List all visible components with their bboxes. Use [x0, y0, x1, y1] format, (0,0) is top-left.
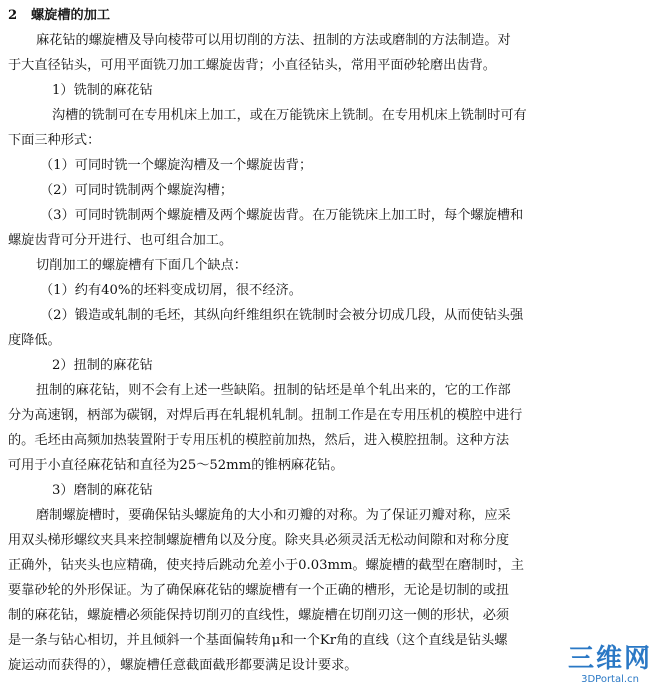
paragraph-line: 旋运动而获得的），螺旋槽任意截面截形都要满足设计要求。: [8, 658, 358, 673]
list-item: （3）可同时铣制两个螺旋槽及两个螺旋齿背。在万能铣床上加工时，每个螺旋槽和: [40, 208, 524, 223]
paragraph-line: 分为高速钢，柄部为碳钢，对焊后再在轧辊机轧制。扭制工作是在专用压机的模腔中进行: [8, 408, 523, 423]
paragraph-line: 正确外，钻夹头也应精确，使夹持后跳动允差小于0.03mm。螺旋槽的截型在磨制时，主: [8, 558, 524, 573]
paragraph-line: 要靠砂轮的外形保证。为了确保麻花钻的螺旋槽有一个正确的槽形，无论是切制的或扭: [8, 583, 510, 598]
paragraph-line: 磨制螺旋槽时，要确保钻头螺旋角的大小和刃瓣的对称。为了保证刃瓣对称，应采: [36, 508, 511, 523]
list-item: （1）约有40%的坯料变成切屑，很不经济。: [40, 283, 302, 298]
paragraph-line: 螺旋齿背可分开进行、也可组合加工。: [8, 233, 233, 248]
paragraph-line: 沟槽的铣制可在专用机床上加工，或在万能铣床上铣制。在专用机床上铣制时可有: [52, 108, 527, 123]
watermark-logo: 三维网: [568, 644, 653, 674]
list-item: （2）锻造或轧制的毛坯，其纵向纤维组织在铣制时会被分切成几段，从而使钻头强: [40, 308, 524, 323]
watermark: [568, 644, 652, 686]
paragraph-line: 是一条与钻心相切，并且倾斜一个基面偏转角μ和一个Kr角的直线（这个直线是钻头螺: [8, 633, 508, 648]
paragraph-line: 于大直径钻头，可用平面铣刀加工螺旋齿背；小直径钻头，常用平面砂轮磨出齿背。: [8, 58, 496, 73]
paragraph-line: 可用于小直径麻花钻和直径为25～52mm的锥柄麻花钻。: [8, 458, 344, 473]
paragraph-line: 扭制的麻花钻，则不会有上述一些缺陷。扭制的钻坯是单个轧出来的，它的工作部: [36, 383, 511, 398]
subsection-heading: 3）磨制的麻花钻: [52, 483, 153, 498]
watermark-url: 3DPortal.cn: [581, 674, 639, 685]
paragraph-line: 用双头梯形螺纹夹具来控制螺旋槽角以及分度。除夹具必须灵活无松动间隙和对称分度: [8, 533, 510, 548]
paragraph-line: 下面三种形式：: [8, 133, 101, 148]
paragraph-line: 制的麻花钻，螺旋槽必须能保持切削刃的直线性，螺旋槽在切削刃这一侧的形状，必须: [8, 608, 510, 623]
paragraph-line: 麻花钻的螺旋槽及导向棱带可以用切削的方法、扭制的方法或磨制的方法制造。对: [36, 33, 511, 48]
paragraph-line: 切削加工的螺旋槽有下面几个缺点：: [36, 258, 247, 273]
paragraph-line: 的。毛坯由高频加热装置附于专用压机的模腔前加热，然后，进入模腔扭制。这种方法: [8, 433, 510, 448]
list-item: （2）可同时铣制两个螺旋沟槽；: [40, 183, 234, 198]
section-heading: [8, 3, 647, 28]
subsection-heading: 2）扭制的麻花钻: [52, 358, 153, 373]
subsection-heading: 1）铣制的麻花钻: [52, 83, 153, 98]
section-title: 螺旋槽的加工: [30, 8, 111, 23]
paragraph-line: 度降低。: [8, 333, 61, 348]
list-item: （1）可同时铣一个螺旋沟槽及一个螺旋齿背；: [40, 158, 313, 173]
section-number: 2: [8, 8, 18, 23]
